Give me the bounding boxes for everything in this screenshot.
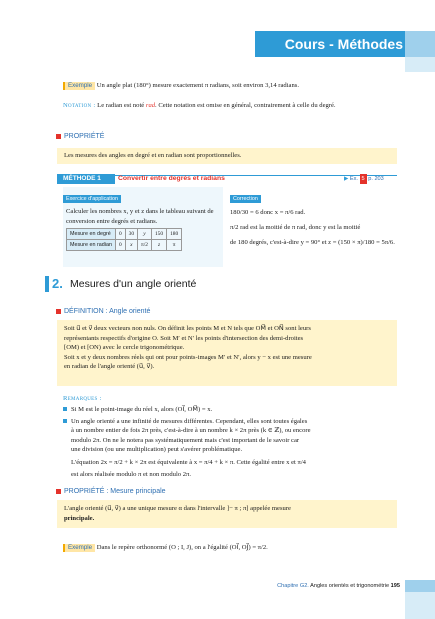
footer-chapter: Chapitre G2. (277, 583, 309, 589)
ref-prefix: Ex. (349, 176, 358, 182)
exemple-tag: Exemple (63, 82, 95, 90)
notation (63, 101, 393, 111)
exemple-1 (63, 81, 393, 91)
remarque-line: modulo 2π. On ne le notera pas systématiquement mais c'est important de le savoir car (71, 436, 300, 444)
list-item: Si M est le point-image du réel x, alors (OI⃗, OM⃗) = x. (63, 405, 398, 415)
ref-number[interactable]: 5 (361, 176, 365, 182)
table-cell: x (125, 240, 137, 251)
page-number: 195 (390, 583, 400, 589)
exercise-text: Calculer les nombres x, y et z dans le tableau suivant de conversion entre degrés et radians. (66, 208, 214, 225)
bullet-icon (63, 419, 67, 423)
table-cell: Mesure en degré (67, 229, 116, 240)
exemple-text: Dans le repère orthonormé (O ; I, J), on a l'égalité (OI⃗, OJ⃗) = π/2. (96, 544, 268, 551)
footer (260, 581, 400, 591)
propriete-2-box (57, 500, 397, 528)
section-title: Mesures d'un angle orienté (70, 278, 197, 290)
exercise-panel (63, 187, 223, 267)
remarque-line: une division (ou une multiplication) peut s'avérer problématique. (71, 446, 243, 454)
table-cell: 180 (167, 229, 182, 240)
propriete-2-line: principale. (64, 514, 95, 522)
table-cell: 0 (115, 229, 125, 240)
red-square-icon (56, 489, 61, 494)
methode-title: Convertir entre degrés et radians (118, 175, 225, 182)
play-icon: ▶ (344, 176, 349, 182)
propriete-2-line: L'angle orienté (u⃗, v⃗) a une unique mesure α dans l'intervalle ]− π ; π] appelée mesure (64, 505, 291, 512)
table-cell: Mesure en radian (67, 240, 116, 251)
definition-line: Soit u⃗ et v⃗ deux vecteurs non nuls. On définit les points M et N tels que OM⃗ et ON⃗ sont leurs (64, 325, 311, 332)
ref-page: p. 203 (368, 176, 384, 182)
section-number: 2. (52, 276, 63, 291)
table-row (67, 240, 182, 251)
exemple-text: Un angle plat (180°) mesure exactement π radians, soit environ 3,14 radians. (96, 82, 299, 89)
notation-label: Notation : (63, 102, 96, 109)
remarques-heading: Remarques : (63, 395, 102, 402)
footer-block (405, 580, 435, 592)
table-cell: π (167, 240, 182, 251)
definition-line: représentants respectifs d'origine O. Soit M′ et N′ les points d'intersection des demi-droites (64, 334, 304, 342)
propriete-2-heading: PROPRIÉTÉ : Mesure principale (56, 488, 166, 495)
remarque-line: est alors réalisée modulo π et non modulo 2π. (71, 470, 192, 478)
corner-block (405, 31, 435, 57)
section-marker (45, 276, 49, 292)
side-strip (405, 57, 435, 72)
footer-strip (405, 592, 435, 619)
definition-box (57, 320, 397, 386)
red-square-icon (56, 134, 61, 139)
notation-rad: rad (145, 102, 156, 109)
definition-line: en radian de l'angle orienté (u⃗, v⃗). (64, 363, 155, 371)
bullet-icon (63, 407, 67, 411)
footer-title: Angles orientés et trigonométrie (310, 583, 390, 589)
correction-tag: Correction (230, 195, 261, 203)
remarque-line: L'équation 2x = π/2 + k × 2π est équivalente à x = π/4 + k × π. Cette égalité entre x et π/4 (71, 458, 306, 466)
table-cell: π/2 (138, 240, 152, 251)
table-cell: 150 (151, 229, 166, 240)
correction-line-2: π/2 rad est la moitié de π rad, donc y est la moitié (230, 223, 361, 231)
remarques-list (63, 405, 398, 479)
table-cell: 30 (125, 229, 137, 240)
table-cell: z (151, 240, 166, 251)
table-row (67, 229, 182, 240)
correction-line-3: de 180 degrés, c'est-à-dire y = 90° et z = (150 × π)/180 = 5π/6. (230, 239, 395, 247)
correction-line-1: 180/30 = 6 donc x = π/6 rad. (230, 209, 306, 216)
page-title: Cours - Méthodes (284, 36, 403, 52)
exemple-tag: Exemple (63, 544, 95, 552)
table-cell: y (138, 229, 152, 240)
exemple-2 (63, 543, 393, 553)
red-square-icon (56, 309, 61, 314)
exercise-tag: Exercice d'application (63, 195, 121, 203)
remarque-line: à un nombre entier de fois 2π près, c'est-à-dire à un nombre k × 2π près (k ∈ ℤ), ou encore (71, 427, 311, 435)
methode-ref (344, 174, 384, 184)
propriete-text: Les mesures des angles en degré et en radian sont proportionnelles. (64, 152, 242, 159)
propriete-box (57, 148, 397, 164)
notation-text-1: Le radian est noté (97, 102, 146, 109)
table-cell: 0 (115, 240, 125, 251)
list-item: Un angle orienté a une infinité de mesures différentes. Cependant, elles sont toutes égales (63, 417, 398, 427)
propriete-heading: PROPRIÉTÉ (56, 133, 104, 140)
definition-heading: DÉFINITION : Angle orienté (56, 308, 150, 315)
methode-tag: MÉTHODE 1 (57, 174, 115, 184)
notation-text-2: . Cette notation est omise en général, contrairement à celle du degré. (155, 102, 336, 109)
correction-panel (230, 187, 395, 248)
definition-line: Soit x et y deux nombres réels qui ont pour points-images M′ et N′, alors y − x est une mesure (64, 353, 312, 361)
definition-line: [OM) et [ON) avec le cercle trigonométrique. (64, 344, 185, 352)
conversion-table (66, 228, 182, 251)
